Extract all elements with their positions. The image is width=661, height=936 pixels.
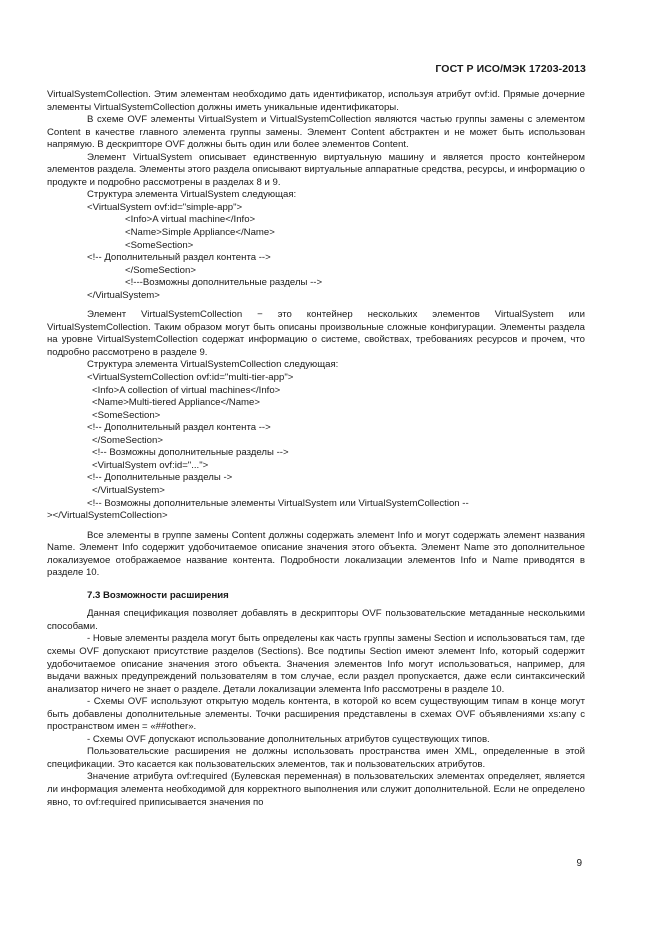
- paragraph: Элемент VirtualSystemCollection − это контейнер нескольких элементов VirtualSystem или VirtualSystemCollection. Таким образом могут быть описаны произвольные сложные конфигурации. Элементы раздела на уровне VirtualSystemCollection содержат информацию о системе, свойствах, требованиях ресурсов и прочем, что подробно рассмотрено в разделе 9.: [47, 309, 585, 358]
- page-number: 9: [576, 858, 582, 869]
- code-line: <!-- Дополнительные разделы ->: [87, 472, 233, 484]
- paragraph: - Схемы OVF используют открытую модель контента, в которой ко всем существующим типам в конце могут быть добавлены дополнительные элементы. Точки расширения представлены в схемах OVF объявлениями xs:any с пространством имен = «##other».: [47, 696, 585, 733]
- paragraph: Пользовательские расширения не должны использовать пространства имен XML, определенные в этой спецификации. Это касается как пользовательских элементов, так и пользовательских атрибутов.: [47, 746, 585, 770]
- code-block-virtualsystem: [47, 202, 585, 302]
- code-line: <SomeSection>: [92, 409, 161, 421]
- code-line: </SomeSection>: [92, 434, 163, 446]
- paragraph: Элемент VirtualSystem описывает единственную виртуальную машину и является просто контейнером элементов раздела. Элементы этого раздела описывают виртуальные аппаратные средства, ресурсы, и информацию о продукте и подробно рассмотрены в разделах 8 и 9.: [47, 151, 585, 188]
- code-line: <VirtualSystem ovf:id="...">: [92, 459, 209, 471]
- code-line: <!-- Возможны дополнительные разделы -->: [92, 447, 289, 459]
- page-header: ГОСТ Р ИСО/МЭК 17203-2013: [435, 63, 586, 75]
- code-line: <Info>A virtual machine</Info>: [125, 214, 256, 226]
- code-line: </VirtualSystem>: [92, 484, 165, 496]
- code-line: <SomeSection>: [125, 239, 194, 251]
- paragraph: В схеме OVF элементы VirtualSystem и VirtualSystemCollection являются частью группы замены с элементом Content в качестве главного элемента группы замены. Элемент Content абстрактен и не может быть использован напрямую. В дескрипторе OVF должны быть один или более элементов Content.: [47, 114, 585, 151]
- paragraph: Структура элемента VirtualSystem следующая:: [87, 189, 297, 201]
- code-line: <!---Возможны дополнительные разделы -->: [125, 277, 323, 289]
- section-heading: 7.3 Возможности расширения: [87, 589, 229, 601]
- code-line: </VirtualSystem>: [87, 289, 160, 301]
- code-line: <VirtualSystem ovf:id="simple-app">: [87, 201, 243, 213]
- code-line: <!-- Возможны дополнительные элементы VirtualSystem или VirtualSystemCollection --: [87, 497, 469, 509]
- code-line: <!-- Дополнительный раздел контента -->: [87, 422, 271, 434]
- paragraph: Все элементы в группе замены Content должны содержать элемент Info и могут содержать элемент названия Name. Элемент Info содержит удобочитаемое описание значения этого объекта. Элемент Name это дополнительное локализуемое отображаемое название контента. Подробности локализации элементов Info и Name приводятся в разделе 10.: [47, 529, 585, 579]
- code-line: <Name>Multi-tiered Appliance</Name>: [92, 397, 260, 409]
- code-line: <!-- Дополнительный раздел контента -->: [87, 252, 271, 264]
- paragraph: Данная спецификация позволяет добавлять в дескрипторы OVF пользовательские метаданные несколькими способами.: [47, 608, 585, 632]
- page-body: [47, 89, 585, 809]
- paragraph: Значение атрибута ovf:required (Булевская переменная) в пользовательских элементах определяет, является ли информация элемента необходимой для корректного выполнения или служит дополнительной. Если не определено явно, то ovf:required приписывается значения по: [47, 771, 585, 808]
- code-block-virtualsystemcollection: [47, 372, 585, 523]
- code-line: <Info>A collection of virtual machines</Info>: [92, 384, 281, 396]
- code-line: <VirtualSystemCollection ovf:id="multi-tier-app">: [87, 372, 294, 384]
- paragraph: - Новые элементы раздела могут быть определены как часть группы замены Section и использоваться там, где схемы OVF допускают присутствие разделов (Sections). Все подтипы Section имеют элемент Info, который содержит удобочитаемое описание значения этого объекта. Значения элементов Info могут использоваться, например, для выдачи важных предупреждений пользователям в том случае, если раздел пропускается, даже если синтаксический анализатор ничего не знает о разделе. Детали локализации элемента Info рассмотрены в разделе 10.: [47, 633, 585, 695]
- paragraph: VirtualSystemCollection. Этим элементам необходимо дать идентификатор, используя атрибут ovf:id. Прямые дочерние элементы VirtualSystemCollection должны иметь уникальные идентификаторы.: [47, 89, 585, 113]
- paragraph: - Схемы OVF допускают использование дополнительных атрибутов существующих типов.: [87, 733, 490, 745]
- code-line: </SomeSection>: [125, 264, 196, 276]
- paragraph: Структура элемента VirtualSystemCollection следующая:: [87, 359, 339, 371]
- code-line: ></VirtualSystemCollection>: [47, 510, 168, 522]
- code-line: <Name>Simple Appliance</Name>: [125, 227, 275, 239]
